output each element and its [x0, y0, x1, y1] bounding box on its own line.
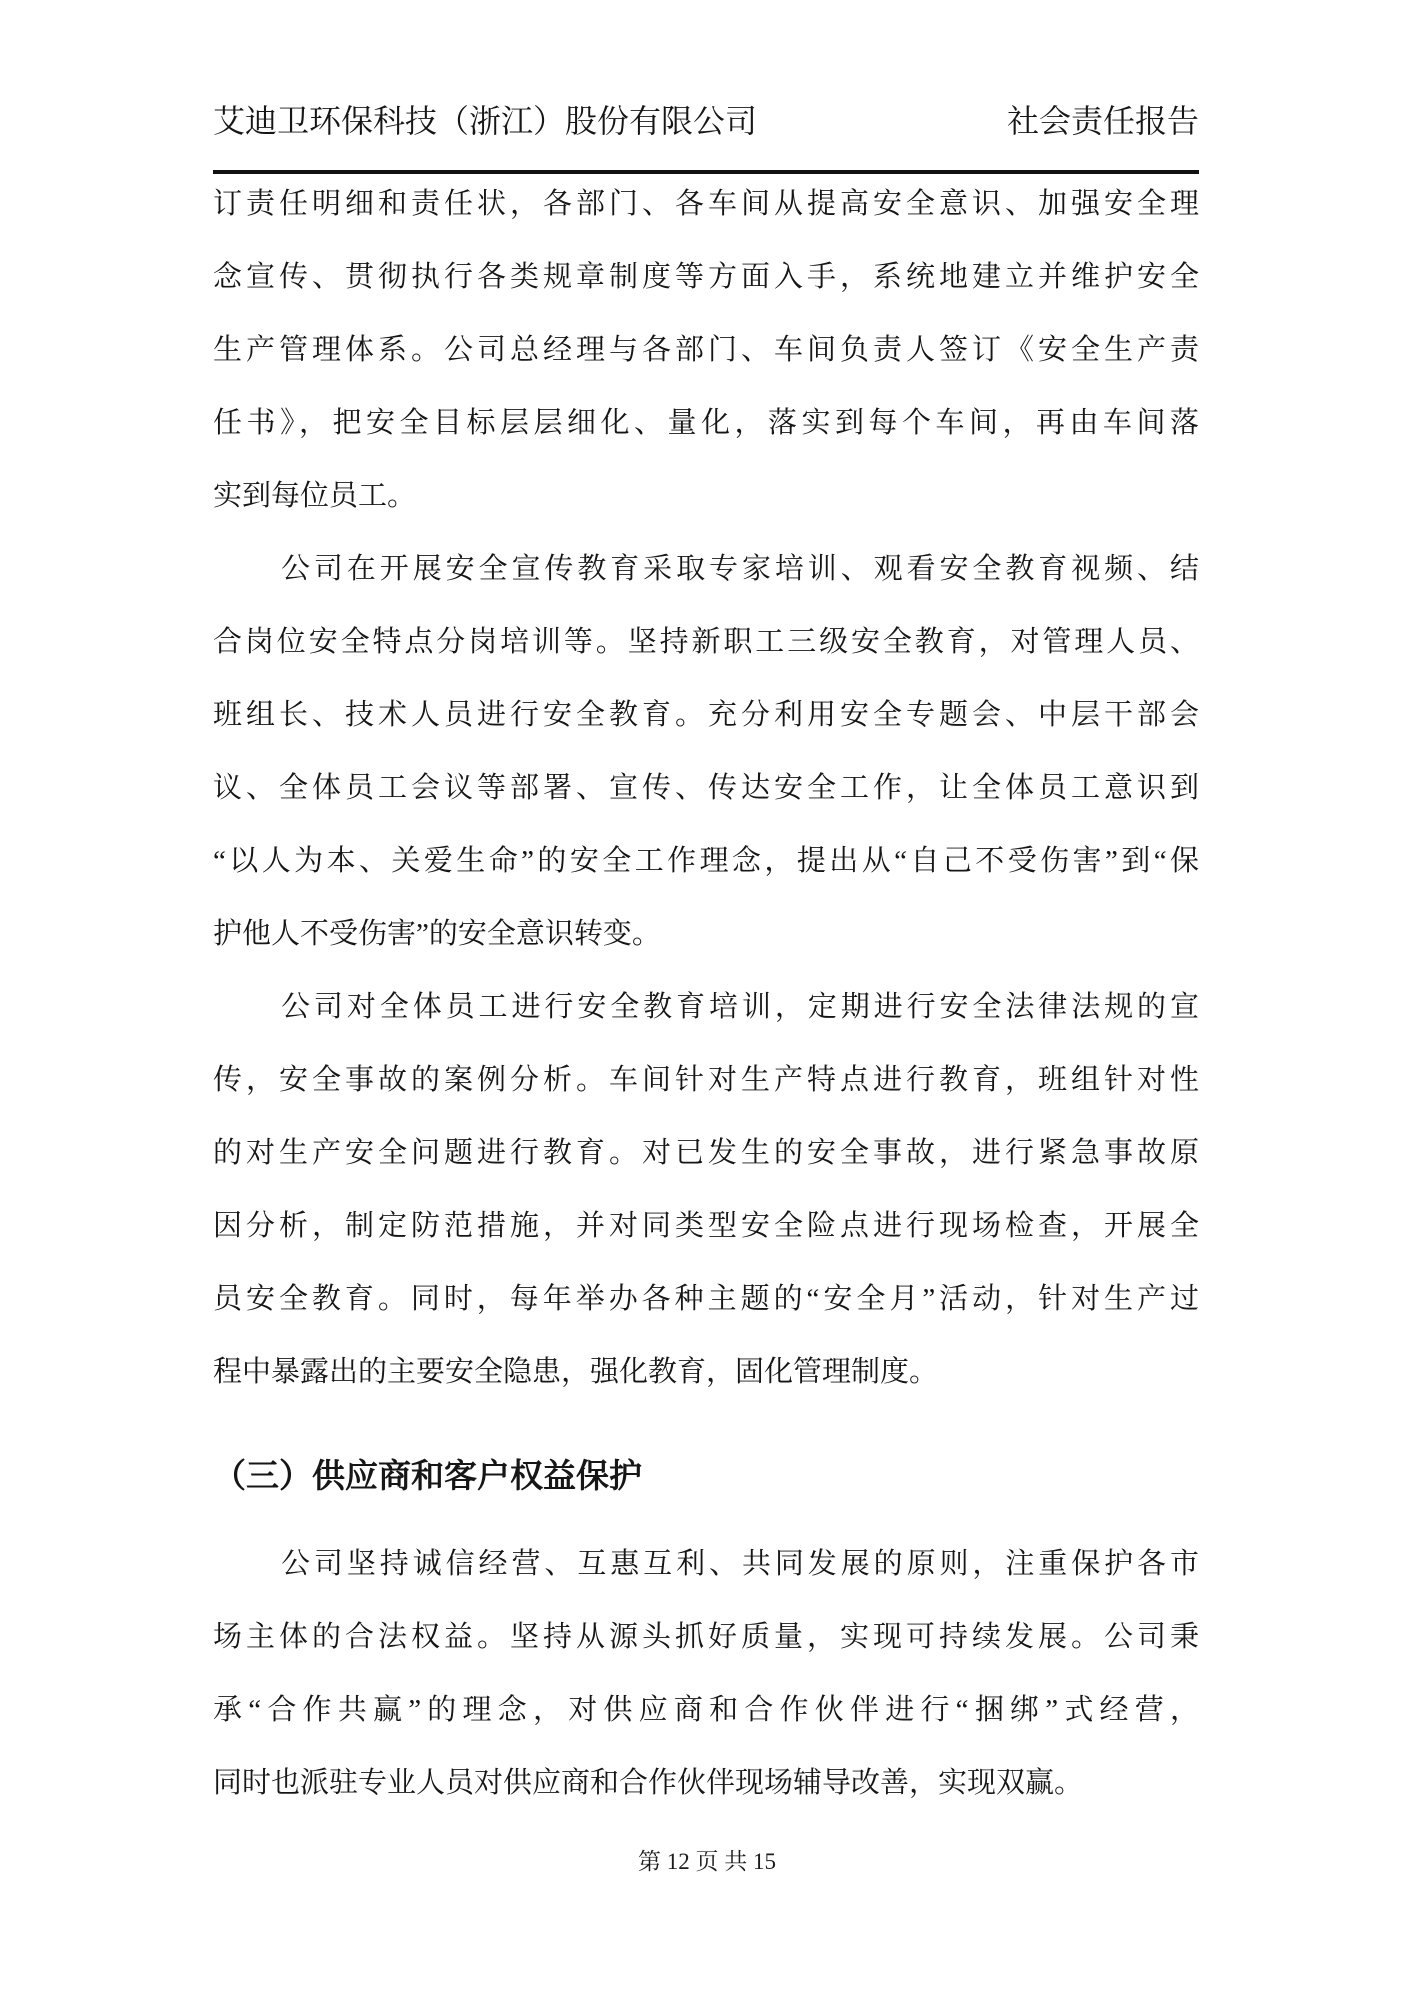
- body-text-line: 程中暴露出的主要安全隐患，强化教育，固化管理制度。: [213, 1356, 939, 1388]
- body-text-line: 合岗位安全特点分岗培训等。坚持新职工三级安全教育，对管理人员、: [213, 626, 1199, 658]
- body-text-line: 同时也派驻专业人员对供应商和合作伙伴现场辅导改善，实现双赢。: [213, 1767, 1084, 1799]
- body-text-line: “以人为本、关爱生命”的安全工作理念，提出从“自己不受伤害”到“保: [213, 845, 1199, 877]
- section-heading: （三）供应商和客户权益保护: [213, 1459, 642, 1495]
- body-text-line: 公司坚持诚信经营、互惠互利、共同发展的原则，注重保护各市: [281, 1548, 1199, 1580]
- body-text-line: 念宣传、贯彻执行各类规章制度等方面入手，系统地建立并维护安全: [213, 261, 1199, 293]
- body-text-line: 承“合作共赢”的理念，对供应商和合作伙伴进行“捆绑”式经营，: [213, 1694, 1199, 1726]
- body-text-line: 因分析，制定防范措施，并对同类型安全险点进行现场检查，开展全: [213, 1210, 1199, 1242]
- body-text-line: 议、全体员工会议等部署、宣传、传达安全工作，让全体员工意识到: [213, 772, 1199, 804]
- body-text-line: 场主体的合法权益。坚持从源头抓好质量，实现可持续发展。公司秉: [213, 1621, 1199, 1653]
- page-footer: [0, 1848, 1414, 1876]
- header-company-name: 艾迪卫环保科技（浙江）股份有限公司: [213, 103, 758, 139]
- body-text-line: 班组长、技术人员进行安全教育。充分利用安全专题会、中层干部会: [213, 699, 1199, 731]
- body-text-line: 公司对全体员工进行安全教育培训，定期进行安全法律法规的宣: [281, 991, 1199, 1023]
- body-text-line: 传，安全事故的案例分析。车间针对生产特点进行教育，班组针对性: [213, 1064, 1199, 1096]
- body-text-line: 任书》，把安全目标层层细化、量化，落实到每个车间，再由车间落: [213, 407, 1199, 439]
- body-text-line: 护他人不受伤害”的安全意识转变。: [213, 918, 661, 950]
- document-body: [213, 168, 1199, 1820]
- body-text-line: 实到每位员工。: [213, 480, 417, 512]
- page-number-indicator: 第 12 页 共 15: [638, 1849, 776, 1874]
- page-header: [213, 0, 1199, 140]
- body-text-line: 员安全教育。同时，每年举办各种主题的“安全月”活动，针对生产过: [213, 1283, 1199, 1315]
- body-text-line: 公司在开展安全宣传教育采取专家培训、观看安全教育视频、结: [281, 553, 1199, 585]
- body-text-line: 订责任明细和责任状，各部门、各车间从提高安全意识、加强安全理: [213, 188, 1199, 220]
- header-report-title: 社会责任报告: [1006, 103, 1199, 139]
- body-text-line: 的对生产安全问题进行教育。对已发生的安全事故，进行紧急事故原: [213, 1137, 1199, 1169]
- body-text-line: 生产管理体系。公司总经理与各部门、车间负责人签订《安全生产责: [213, 334, 1199, 366]
